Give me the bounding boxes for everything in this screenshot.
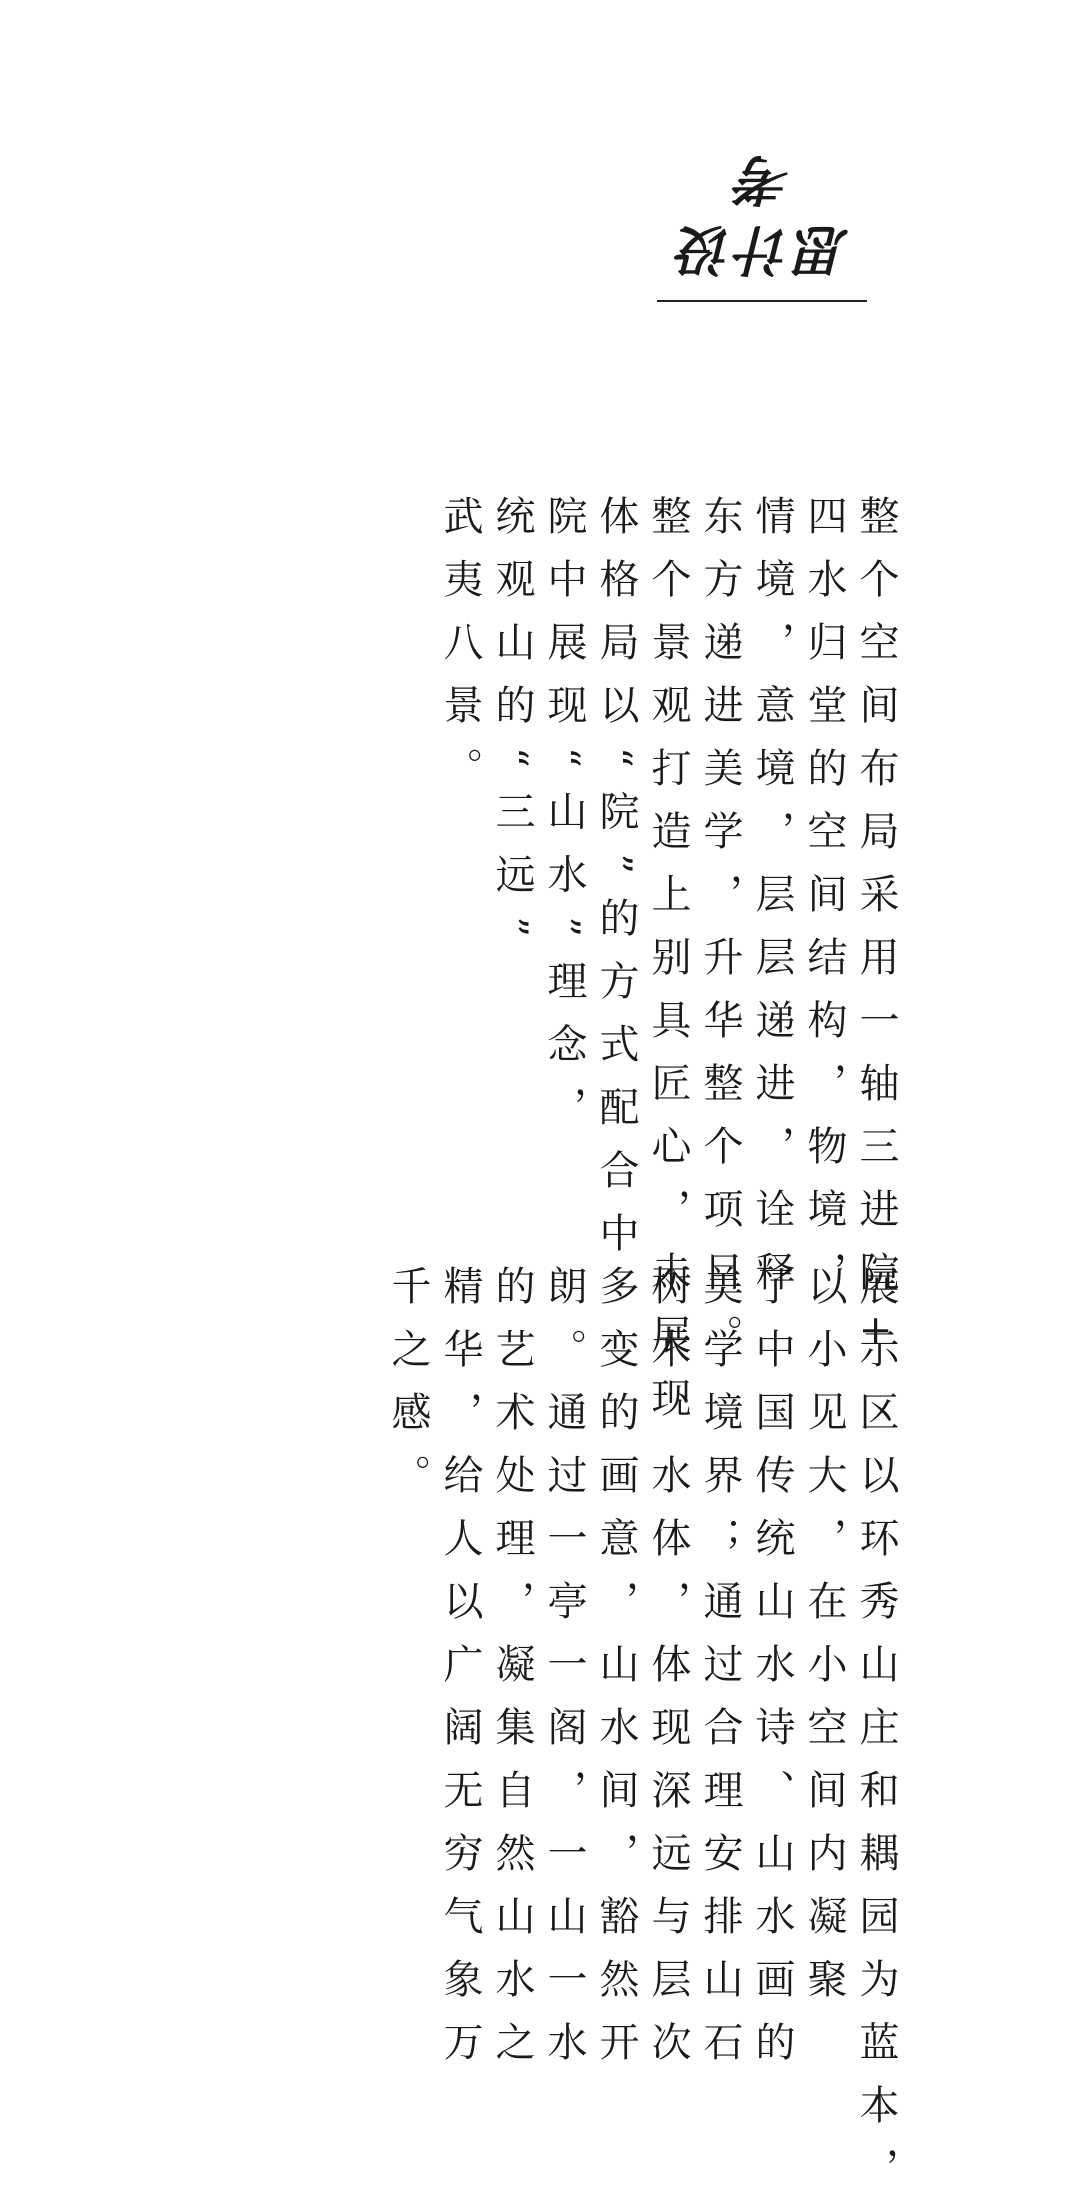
text-column: 四水归堂的空间结构，物境， xyxy=(801,495,847,1314)
text-column: 了中国传统山水诗、山水画的 xyxy=(749,1265,795,2084)
text-column: 整个景观打造上别具匠心，未展现 xyxy=(645,495,691,1440)
text-column: 的艺术处理，凝集自然山水之 xyxy=(489,1265,535,2084)
page-title: 设计思考 xyxy=(675,148,850,282)
paragraph-showcase-area xyxy=(382,1265,902,2210)
text-column: 以小见大，在小空间内凝聚 xyxy=(801,1265,847,2021)
text-column: 树木、水体，体现深远与层次 xyxy=(645,1265,691,2084)
text-column: 武夷八景。 xyxy=(437,495,483,810)
text-column: 东方递进美学，升华整个项目。 xyxy=(697,495,743,1377)
text-column: 情境，意境，层层递进，诠释 xyxy=(749,495,795,1314)
text-column: 朗。通过一亭一阁，一山一水 xyxy=(541,1265,587,2084)
text-column: 院中展现“山水”理念， xyxy=(541,495,587,1149)
text-column: 展示区以环秀山庄和耦园为蓝本， xyxy=(853,1265,899,2210)
title-underline xyxy=(657,300,867,302)
title-block xyxy=(655,148,870,305)
text-column: 多变的画意，山水间，豁然开 xyxy=(593,1265,639,2084)
text-column: 体格局以“院”的方式配合中 xyxy=(593,495,639,1275)
text-column: 美学境界；通过合理安排山石 xyxy=(697,1265,743,2084)
text-column: 统观山的“三远” xyxy=(489,495,535,960)
text-column: 整个空间布局采用一轴三进院+ xyxy=(853,495,899,1371)
text-column: 精华，给人以广阔无穷气象万 xyxy=(437,1265,483,2084)
text-column: 千之感。 xyxy=(385,1265,431,1517)
paragraph-design-layout xyxy=(434,495,902,1440)
